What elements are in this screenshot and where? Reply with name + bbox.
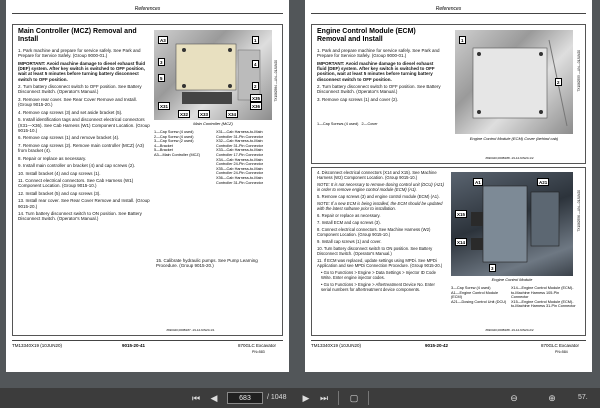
step-12: 12. Install bracket (5) and cap screws (3). xyxy=(18,190,101,196)
step-list-bottom xyxy=(317,171,445,295)
doc-code-tag-top: JS90420,000B188 -19-12JUN20-1/2 xyxy=(485,156,534,160)
step-2: 2. Turn battery disconnect switch to OFF position. See Battery Disconnect Switch. (Operator's Manual.) xyxy=(18,84,142,95)
zoom-level[interactable]: 57. xyxy=(578,394,588,401)
legend-left: 1—Cap Screw (4 used) 2—Cap Screw (4 used) 3—Cap Screw (2 used) 4—Bracket 5—Bracket A3—Main Controller (MCZ) xyxy=(154,130,200,157)
doc-code-tag: JS90420,000B187 -19-12JUN20-1/1 xyxy=(166,328,215,332)
callout-x34: X34 xyxy=(228,111,237,117)
callout-5: 5 xyxy=(160,75,163,81)
viewer-toolbar xyxy=(0,388,600,408)
last-page-icon[interactable]: ⏭ xyxy=(319,393,329,403)
step-list xyxy=(18,48,150,224)
note-dcu: NOTE: It is not necessary to remove dosing control unit (DCU) (A21) in order to remove engine control module (ECM) (A1). xyxy=(317,182,445,192)
step-5: 5. Remove cap screws (3) and engine control module (ECM) (A1). xyxy=(317,194,440,199)
bullet-injector: • Go to Functions > Engine > Data Settings > Injector ID Code Write. Enter engine injector codes. xyxy=(321,270,436,281)
footer-pn: PN=583 xyxy=(252,350,265,354)
step-8: 8. Connect electrical connectors. See Machine Harness (W2) Component Location. (Group 9015-10.) xyxy=(317,227,431,238)
footer-page-number: 9015-20-42 xyxy=(425,343,449,348)
fit-page-icon[interactable]: ▢ xyxy=(349,393,359,403)
step-10: 10. Turn battery disconnect switch to ON position. See Battery Disconnect Switch. (Operator's Manual.) xyxy=(317,246,433,257)
toolbar-divider xyxy=(368,391,369,405)
callout-3: 3 xyxy=(160,59,163,65)
callout-a21: A21 xyxy=(539,179,548,185)
footer-doc-id: TM13340X19 (10JUN20) xyxy=(311,343,362,348)
legend-top: 1—Cap Screws (4 used) 2—Cover xyxy=(317,122,378,126)
bullet-aftertreatment: • Go to Functions > Engine > Aftertreatment Device No. Enter serial numbers for aftertreatment device components. xyxy=(321,282,435,293)
footer-divider xyxy=(311,340,586,341)
step-3: 3. Remove cap screws (1) and cover (2). xyxy=(317,96,399,102)
step-9: 9. Install main controller on bracket (4) and cap screws (2). xyxy=(18,163,136,169)
figure-code-bottom: TX1062556 —UN—01JUN20 xyxy=(577,190,581,232)
callout-a1: A1 xyxy=(475,179,481,185)
step-1: 1. Park and prepare machine for service safely. See Park and Prepare for Service Safely. (Group 9000-01.) xyxy=(317,48,440,59)
step-13: 13. Install rear cover. See Rear Cover Remove and Install. (Group 9015-20.) xyxy=(18,198,150,209)
callout-4: 4 xyxy=(254,61,257,67)
step-8: 8. Repair or replace as necessary. xyxy=(18,155,87,161)
prev-page-icon[interactable]: ◀ xyxy=(210,393,218,403)
footer-pn: PN=584 xyxy=(555,350,568,354)
step-11: 11. Connect electrical connectors. See Cab Harness (W1) Component Location. (Group 9015-10.) xyxy=(18,178,134,189)
photo-caption-bottom: Engine Control Module xyxy=(491,277,533,282)
photo-caption-top: Engine Control Module (ECM) Cover (behind cab) xyxy=(469,136,559,141)
footer-model: 870GLC Excavator xyxy=(541,343,580,348)
zoom-in-icon[interactable]: ⊕ xyxy=(548,393,556,403)
page-header: References xyxy=(12,6,283,14)
step-7: 7. Install ECM and cap screws (3). xyxy=(317,220,381,226)
step-10: 10. Install bracket (4) and cap screws (1). xyxy=(18,170,101,176)
step-7: 7. Remove cap screws (2). Remove main controller (MCZ) (A3) from bracket (4). xyxy=(18,142,145,154)
next-page-icon[interactable]: ▶ xyxy=(302,393,310,403)
step-5: 5. Install identification tags and disconnect electrical connectors (X31—X36). See Cab Harness (W1) Component Location. (Group 9015-10.) xyxy=(18,117,150,133)
step-1: 1. Park machine and prepare for service safely. See Park and Prepare for Service Safely. (Group 9000-01.) xyxy=(18,48,141,59)
ecm-illustration xyxy=(451,172,573,276)
step-11: 11. If ECM was replaced, update settings using MPDi. See MPDi Application and see MPDi Connection Procedure. (Group 9015-20.) xyxy=(317,258,443,269)
section-title: Main Controller (MCZ) Removal and Install xyxy=(18,28,137,43)
zoom-out-icon[interactable]: ⊖ xyxy=(510,393,518,403)
photo-caption: Main Controller (MCZ) xyxy=(193,121,233,126)
figure-code: TX1062584 —UN—01JUN20 xyxy=(274,60,278,102)
step-3: 3. Remove rear cover. See Rear Cover Remove and Install. (Group 9015-20.) xyxy=(18,96,137,108)
main-controller-photo xyxy=(154,30,272,120)
callout-1: 1 xyxy=(254,37,257,43)
callout-2: 2 xyxy=(557,79,560,85)
ecm-photo xyxy=(451,172,573,276)
callout-x33: X33 xyxy=(200,111,209,117)
step-list-top xyxy=(317,48,441,104)
callout-1: 1 xyxy=(461,37,464,43)
toolbar-divider xyxy=(338,391,339,405)
left-page xyxy=(6,0,289,372)
callout-x15: X15 xyxy=(457,211,466,217)
callout-3: 3 xyxy=(491,265,494,271)
step-9: 9. Install cap screws (1) and cover. xyxy=(317,239,382,245)
footer-page-number: 9015-20-41 xyxy=(122,343,146,348)
note-ecm: NOTE: If a new ECM is being installed, the ECM should be updated with the latest software prior to installation. xyxy=(317,201,443,211)
callout-x32: X32 xyxy=(180,111,189,117)
section-title: Engine Control Module (ECM) Removal and Install xyxy=(317,28,416,43)
step-6: 6. Repair or replace as necessary. xyxy=(317,213,381,219)
callout-x14: X14 xyxy=(457,239,466,245)
callout-a3: A3 xyxy=(160,37,166,43)
ecm-cover-photo xyxy=(455,30,573,134)
page-number-input[interactable] xyxy=(227,392,263,404)
page-header: References xyxy=(311,6,586,14)
step-6: 6. Remove cap screws (1) and remove bracket (4). xyxy=(18,135,120,141)
figure-code-top: TX1062555 —UN—01JUN20 xyxy=(577,50,581,92)
first-page-icon[interactable]: ⏮ xyxy=(191,393,201,403)
footer-divider xyxy=(12,340,283,341)
right-page xyxy=(305,0,592,372)
step-4: 4. Remove cap screws (3) and set aside bracket (5). xyxy=(18,109,123,115)
callout-x36: X36 xyxy=(252,103,261,109)
doc-code-tag-bottom: JS90420,000B188 -19-12JUN20-2/2 xyxy=(485,328,534,332)
important-note: IMPORTANT: Avoid machine damage to diesel exhaust fluid (DEF) system. After key switch is switched to OFF position, wait at least 5 minutes before turning battery disconnect switch to OFF position. xyxy=(18,60,146,82)
legend-bottom-right: X14—Engine Control Module (ECM)-to-Machine Harness 105-Pin Connector X15—Engine Control Module (ECM)-to-Machine Harness 31-Pin Connector xyxy=(511,286,576,309)
legend-bottom-left: 3—Cap Screw (4 used) A1—Engine Control Module (ECM) A21—Dosing Control Unit (DCU) xyxy=(451,286,507,304)
footer-doc-id: TM13340X19 (10JUN20) xyxy=(12,343,63,348)
footer-model: 870GLC Excavator xyxy=(238,343,277,348)
legend-right: X31—Cab Harness-to-Main Controller 31-Pin Connector X32—Cab Harness-to-Main Controller 31-Pin Connector X33—Cab Harness-to-Main Controller 17-Pin Connector X34—Cab Harness-to-Main Controller 24-Pin Connector X35—Cab Harness-to-Main Controller 24-Pin Connector X36—Cab Harness-to-Main Controller 31-Pin Connector xyxy=(216,130,264,185)
page-total: / 1048 xyxy=(267,394,287,401)
important-note: IMPORTANT: Avoid machine damage to diesel exhaust fluid (DEF) system. After key switch is switched to OFF position, wait at least 5 minutes before turning battery disconnect switch to OFF position. xyxy=(317,60,435,82)
callout-x35: X35 xyxy=(252,95,261,101)
callout-2: 2 xyxy=(254,83,257,89)
step-14: 14. Turn battery disconnect switch to ON position. See Battery Disconnect Switch. (Operator's Manual.) xyxy=(18,211,142,222)
step-15: 15. Calibrate hydraulic pumps. See Pump Learning Procedure. (Group 9015-20.) xyxy=(156,258,258,269)
step-2: 2. Turn battery disconnect switch to OFF position. See Battery Disconnect Switch. (Operator's Manual.) xyxy=(317,84,441,95)
callout-x31: X31 xyxy=(160,103,169,109)
step-4: 4. Disconnect electrical connectors (X14 and X15). See Machine Harness (W2) Component Location. (Group 9015-10.) xyxy=(317,170,437,180)
